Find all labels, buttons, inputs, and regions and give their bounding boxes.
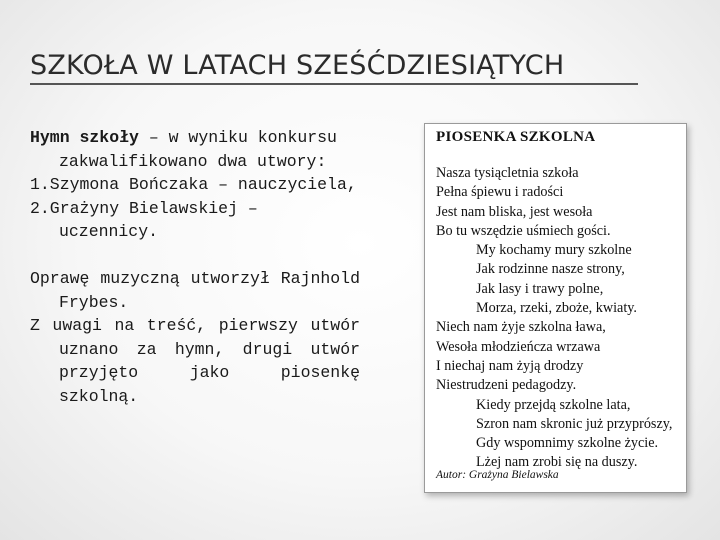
song-line: Morza, rzeki, zboże, kwiaty. [476, 300, 637, 317]
song-line: Jak lasy i trawy polne, [476, 280, 604, 297]
song-line: I niechaj nam żyją drodzy [436, 357, 584, 374]
left-text-column [30, 126, 360, 408]
slide-title: SZKOŁA W LATACH SZEŚĆDZIESIĄTYCH [30, 50, 565, 81]
song-author: Autor: Grażyna Bielawska [436, 469, 559, 481]
candidate-item-2: 2.Grażyny Bielawskiej – uczennicy. [30, 198, 258, 241]
song-line: My kochamy mury szkolne [476, 242, 632, 259]
song-line: Lżej nam zrobi się na duszy. [476, 454, 638, 471]
song-title: PIOSENKA SZKOLNA [436, 129, 596, 145]
hymn-text: – w wyniku konkursu zakwalifikowano dwa utwory: [59, 128, 337, 171]
song-line: Jak rodzinne nasze strony, [476, 261, 625, 278]
content-paragraph: Z uwagi na treść, pierwszy utwór uznano za hymn, drugi utwór przyjęto jako piosenkę szkolną. [30, 316, 360, 406]
song-line: Kiedy przejdą szkolne lata, [476, 396, 631, 413]
song-lines [436, 164, 678, 473]
song-line: Niech nam żyje szkolna ława, [436, 319, 606, 336]
song-line: Wesoła młodzieńcza wrzawa [436, 338, 601, 355]
hymn-paragraph [30, 126, 360, 173]
music-paragraph: Oprawę muzyczną utworzył Rajnhold Frybes. [30, 269, 360, 312]
title-underline [30, 83, 638, 85]
song-line: Gdy wspomnimy szkolne życie. [476, 435, 659, 452]
song-line: Bo tu wszędzie uśmiech gości. [436, 222, 611, 239]
song-line: Niestrudzeni pedagodzy. [436, 377, 577, 394]
song-line: Nasza tysiącletnia szkoła [436, 165, 579, 181]
hymn-label: Hymn szkoły [30, 128, 139, 147]
paragraph-gap [30, 244, 360, 268]
song-line: Pełna śpiewu i radości [436, 184, 564, 201]
song-line: Szron nam skronic już przyprószy, [476, 415, 673, 432]
song-line: Jest nam bliska, jest wesoła [436, 203, 593, 220]
candidate-item-1: 1.Szymona Bończaka – nauczyciela, [30, 175, 357, 194]
song-lyrics-image [424, 123, 687, 493]
